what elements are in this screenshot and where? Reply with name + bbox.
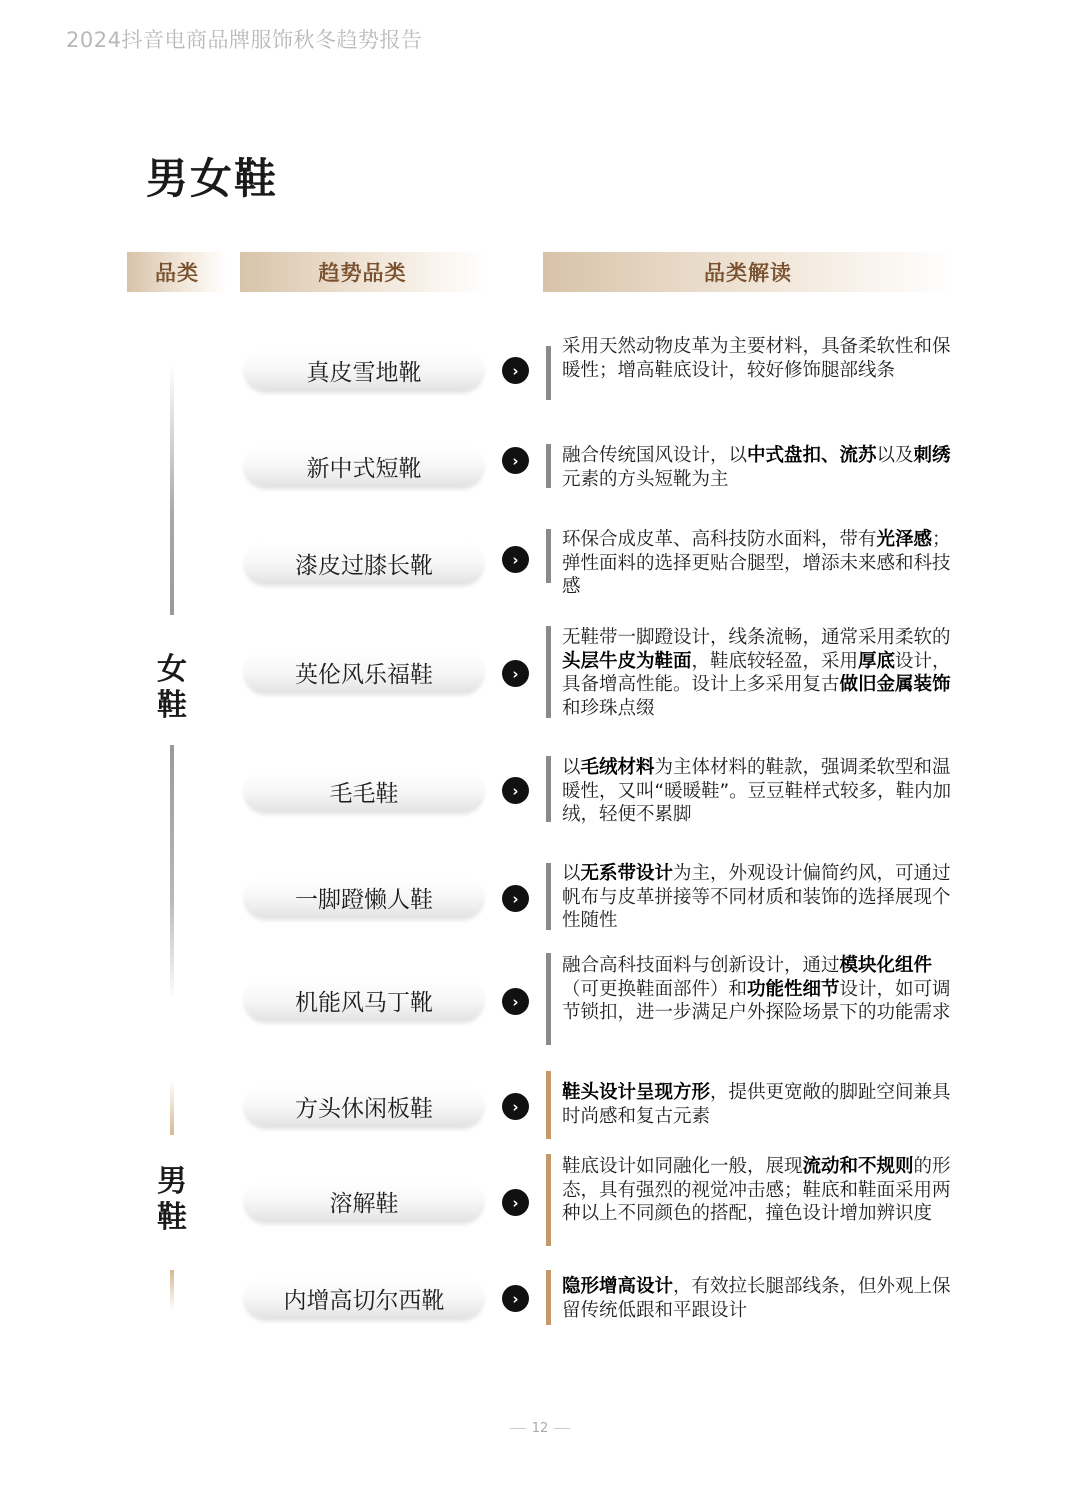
description-highlight: 厚底: [858, 650, 896, 672]
description-text: 环保合成皮革、高科技防水面料，带有: [562, 529, 877, 550]
chevron-right-icon: ›: [502, 988, 529, 1015]
header-trend-category: 趋势品类: [240, 252, 485, 292]
chevron-right-icon: ›: [502, 447, 529, 474]
trend-item-description: [562, 444, 954, 491]
description-text: 以及: [876, 445, 914, 466]
description-highlight: 无系带设计: [580, 863, 674, 884]
chevron-right-icon: ›: [502, 546, 529, 573]
description-highlight: 毛绒材料: [580, 757, 655, 778]
description-highlight: 做旧金属装饰: [839, 674, 951, 695]
description-text: 无鞋带一脚蹬设计，线条流畅，通常采用柔软的: [562, 627, 951, 648]
description-highlight: 流动和不规则: [802, 1156, 914, 1177]
men-group-line-bottom: [170, 1270, 174, 1310]
trend-item-description: [562, 626, 954, 720]
trend-item-pill: 溶解鞋: [245, 1181, 483, 1221]
group-label-char: 鞋: [157, 1200, 187, 1235]
group-label-char: 鞋: [157, 688, 187, 723]
women-group-line-bottom: [170, 745, 174, 1000]
description-text: ；弹性面料的选择更贴合腿型，增添未来感和科技感: [562, 529, 951, 597]
description-accent-bar: [546, 953, 551, 1045]
description-highlight: 头层牛皮为鞋面: [562, 650, 692, 672]
description-text: 为主，外观设计偏简约风，可通过帆布与皮革拼接等不同材质和装饰的选择展现个性随性: [562, 863, 951, 931]
description-highlight: 模块化组件: [839, 955, 933, 976]
trend-item-pill: 机能风马丁靴: [245, 980, 483, 1020]
group-label-char: 男: [157, 1164, 187, 1199]
description-accent-bar: [546, 756, 551, 822]
trend-item-description: [562, 756, 954, 827]
right-dash: [554, 1428, 570, 1429]
chevron-right-icon: ›: [502, 1285, 529, 1312]
trend-item-description: [562, 335, 954, 382]
trend-item-pill: 新中式短靴: [245, 446, 483, 486]
chevron-right-icon: ›: [502, 885, 529, 912]
description-highlight: 中式盘扣、流苏: [747, 445, 877, 466]
trend-item-pill: 内增高切尔西靴: [245, 1278, 483, 1318]
description-text: 为主体材料的鞋款，强调柔软型和温暖性，又叫“暖暖鞋”。豆豆鞋样式较多，鞋内加绒，轻便不累脚: [562, 757, 952, 825]
description-accent-bar: [546, 346, 551, 400]
group-label-women: [152, 652, 192, 724]
description-accent-bar: [546, 626, 551, 718]
trend-item-pill: 英伦风乐福鞋: [245, 652, 483, 692]
chevron-right-icon: ›: [502, 1093, 529, 1120]
trend-item-pill: 漆皮过膝长靴: [245, 543, 483, 583]
left-dash: [510, 1428, 526, 1429]
description-accent-bar: [546, 1071, 551, 1139]
chevron-right-icon: ›: [502, 1189, 529, 1216]
page-number-text: 12: [531, 1421, 549, 1436]
men-group-line-top: [170, 1080, 174, 1135]
chevron-right-icon: ›: [502, 777, 529, 804]
description-text: 融合高科技面料与创新设计，通过: [562, 955, 840, 976]
description-text: 以: [562, 863, 581, 884]
description-text: 以: [562, 757, 581, 778]
chevron-right-icon: ›: [502, 660, 529, 687]
description-highlight: 功能性细节: [747, 978, 840, 1000]
group-label-char: 女: [157, 652, 187, 687]
page-heading: 男女鞋: [146, 154, 279, 203]
trend-item-description: [562, 954, 954, 1025]
trend-item-description: [562, 862, 954, 933]
trend-item-pill: 真皮雪地靴: [245, 350, 483, 390]
description-highlight: 刺绣: [913, 445, 951, 466]
trend-item-description: [562, 1275, 954, 1322]
description-accent-bar: [546, 444, 551, 488]
description-highlight: 光泽感: [876, 529, 933, 550]
header-interpretation: 品类解读: [543, 252, 953, 292]
description-accent-bar: [546, 529, 551, 583]
page-number: [500, 1421, 580, 1436]
description-text: ，有效拉长腿部线条，但外观上保留传统低跟和平跟设计: [562, 1276, 951, 1321]
description-accent-bar: [546, 1270, 551, 1325]
chevron-right-icon: ›: [502, 357, 529, 384]
women-label-text: [152, 652, 192, 724]
description-text: 设计，如可调节锁扣，进一步满足户外探险场景下的功能需求: [562, 978, 951, 1023]
description-highlight: 鞋头设计呈现方形: [562, 1082, 711, 1103]
description-text: 采用天然动物皮革为主要材料，具备柔软性和保暖性；增高鞋底设计，较好修饰腿部线条: [562, 336, 951, 381]
men-label-text: [152, 1164, 192, 1236]
trend-item-pill: 方头休闲板鞋: [245, 1086, 483, 1126]
header-category: 品类: [127, 252, 227, 292]
description-text: （可更换鞋面部件）和: [562, 978, 748, 1000]
description-text: ，鞋底较轻盈，采用: [691, 650, 859, 672]
trend-item-description: [562, 1155, 954, 1226]
description-text: 设计，具备增高性能。设计上多采用复古: [562, 650, 951, 695]
description-highlight: 隐形增高设计: [562, 1276, 674, 1297]
description-text: 鞋底设计如同融化一般，展现: [562, 1156, 803, 1177]
trend-item-description: [562, 528, 954, 599]
description-accent-bar: [546, 1154, 551, 1246]
description-text: 融合传统国风设计，以: [562, 445, 748, 466]
trend-item-pill: 一脚蹬懒人鞋: [245, 877, 483, 917]
description-text: 的形态，具有强烈的视觉冲击感；鞋底和鞋面采用两种以上不同颜色的搭配，撞色设计增加辨识度: [562, 1156, 951, 1224]
description-text: 元素的方头短靴为主: [562, 468, 729, 490]
description-text: 和珍珠点缀: [562, 697, 655, 719]
group-label-men: [152, 1164, 192, 1236]
description-text: ，提供更宽敞的脚趾空间兼具时尚感和复古元素: [562, 1082, 951, 1127]
trend-item-description: [562, 1081, 954, 1128]
description-accent-bar: [546, 863, 551, 930]
report-title: 2024抖音电商品牌服饰秋冬趋势报告: [66, 28, 423, 52]
trend-item-pill: 毛毛鞋: [245, 771, 483, 811]
women-group-line-top: [170, 365, 174, 615]
